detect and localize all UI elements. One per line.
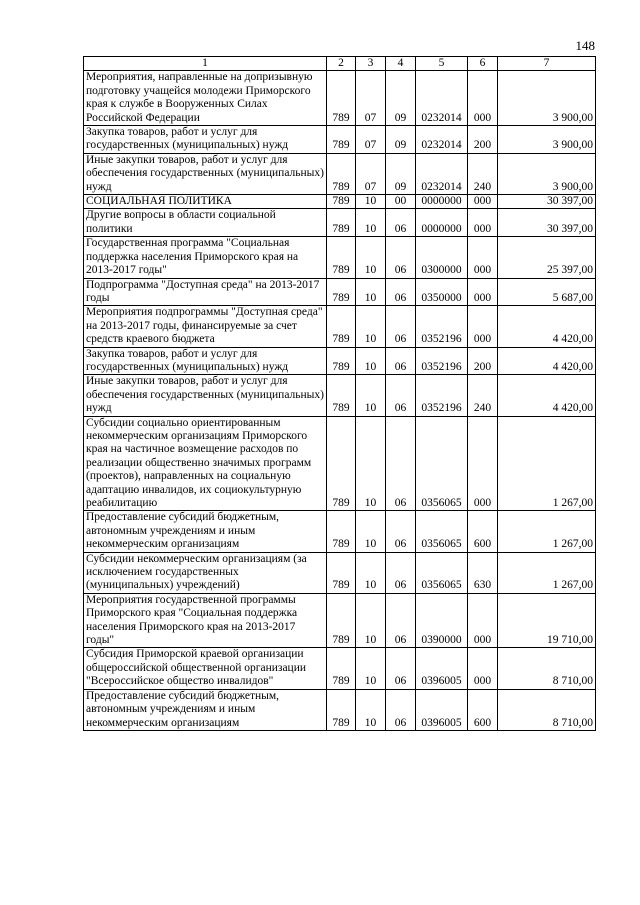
amount-cell: 8 710,00 [498, 648, 596, 689]
code-cell: 09 [386, 153, 416, 194]
row-name-cell: Государственная программа "Социальная поддержка населения Приморского края на 2013-2017 годы" [84, 237, 327, 278]
code-cell: 06 [386, 209, 416, 237]
row-name-cell: Другие вопросы в области социальной политики [84, 209, 327, 237]
code-cell: 10 [356, 306, 386, 347]
row-name-cell: Иные закупки товаров, работ и услуг для обеспечения государственных (муниципальных) нужд [84, 375, 327, 416]
code-cell: 600 [468, 511, 498, 552]
table-row [84, 306, 596, 347]
row-name-cell: Мероприятия подпрограммы "Доступная среда" на 2013-2017 годы, финансируемые за счет средств краевого бюджета [84, 306, 327, 347]
code-cell: 0232014 [416, 126, 468, 154]
code-cell: 0352196 [416, 375, 468, 416]
row-name-cell: Закупка товаров, работ и услуг для государственных (муниципальных) нужд [84, 126, 327, 154]
row-name-cell: Мероприятия, направленные на допризывную подготовку учащейся молодежи Приморского края к службе в Вооруженных Силах Российской Федерации [84, 71, 327, 126]
row-name-cell: Подпрограмма "Доступная среда" на 2013-2017 годы [84, 278, 327, 306]
table-row [84, 209, 596, 237]
code-cell: 06 [386, 375, 416, 416]
code-cell: 0356065 [416, 511, 468, 552]
table-row [84, 278, 596, 306]
code-cell: 0350000 [416, 278, 468, 306]
code-cell: 10 [356, 375, 386, 416]
header-cell: 5 [416, 57, 468, 71]
row-name-cell: Субсидии некоммерческим организациям (за исключением государственных (муниципальных) учреждений) [84, 552, 327, 593]
code-cell: 000 [468, 209, 498, 237]
code-cell: 10 [356, 195, 386, 209]
code-cell: 0356065 [416, 552, 468, 593]
budget-table [83, 56, 596, 731]
code-cell: 789 [327, 593, 356, 648]
row-name-cell: Субсидия Приморской краевой организации общероссийской общественной организации "Всероссийское общество инвалидов" [84, 648, 327, 689]
code-cell: 09 [386, 71, 416, 126]
code-cell: 10 [356, 648, 386, 689]
code-cell: 789 [327, 209, 356, 237]
code-cell: 06 [386, 689, 416, 730]
code-cell: 789 [327, 71, 356, 126]
amount-cell: 30 397,00 [498, 209, 596, 237]
table-row [84, 416, 596, 511]
row-name-cell: Предоставление субсидий бюджетным, автономным учреждениям и иным некоммерческим организациям [84, 689, 327, 730]
code-cell: 000 [468, 306, 498, 347]
table-row [84, 195, 596, 209]
amount-cell: 3 900,00 [498, 71, 596, 126]
row-name-cell: Мероприятия государственной программы Приморского края "Социальная поддержка населения Приморского края на 2013-2017 годы" [84, 593, 327, 648]
code-cell: 600 [468, 689, 498, 730]
code-cell: 10 [356, 237, 386, 278]
amount-cell: 1 267,00 [498, 416, 596, 511]
code-cell: 06 [386, 648, 416, 689]
code-cell: 06 [386, 347, 416, 375]
amount-cell: 4 420,00 [498, 347, 596, 375]
code-cell: 06 [386, 306, 416, 347]
code-cell: 240 [468, 153, 498, 194]
amount-cell: 1 267,00 [498, 511, 596, 552]
header-cell: 3 [356, 57, 386, 71]
code-cell: 10 [356, 593, 386, 648]
code-cell: 000 [468, 648, 498, 689]
header-cell: 7 [498, 57, 596, 71]
code-cell: 07 [356, 153, 386, 194]
table-row [84, 593, 596, 648]
code-cell: 0232014 [416, 71, 468, 126]
row-name-cell: Закупка товаров, работ и услуг для государственных (муниципальных) нужд [84, 347, 327, 375]
code-cell: 10 [356, 347, 386, 375]
code-cell: 789 [327, 237, 356, 278]
table-row [84, 71, 596, 126]
code-cell: 789 [327, 416, 356, 511]
code-cell: 06 [386, 593, 416, 648]
amount-cell: 4 420,00 [498, 375, 596, 416]
code-cell: 10 [356, 689, 386, 730]
code-cell: 000 [468, 195, 498, 209]
code-cell: 789 [327, 347, 356, 375]
code-cell: 000 [468, 593, 498, 648]
header-cell: 4 [386, 57, 416, 71]
amount-cell: 1 267,00 [498, 552, 596, 593]
code-cell: 240 [468, 375, 498, 416]
amount-cell: 25 397,00 [498, 237, 596, 278]
code-cell: 06 [386, 552, 416, 593]
code-cell: 789 [327, 126, 356, 154]
code-cell: 07 [356, 71, 386, 126]
table-row [84, 347, 596, 375]
code-cell: 0396005 [416, 689, 468, 730]
header-cell: 6 [468, 57, 498, 71]
code-cell: 07 [356, 126, 386, 154]
code-cell: 000 [468, 71, 498, 126]
code-cell: 789 [327, 278, 356, 306]
code-cell: 06 [386, 416, 416, 511]
code-cell: 789 [327, 689, 356, 730]
code-cell: 0352196 [416, 306, 468, 347]
code-cell: 0396005 [416, 648, 468, 689]
table-row [84, 153, 596, 194]
code-cell: 06 [386, 278, 416, 306]
code-cell: 10 [356, 416, 386, 511]
code-cell: 06 [386, 511, 416, 552]
header-cell: 2 [327, 57, 356, 71]
code-cell: 0300000 [416, 237, 468, 278]
code-cell: 0352196 [416, 347, 468, 375]
code-cell: 10 [356, 278, 386, 306]
code-cell: 0000000 [416, 209, 468, 237]
amount-cell: 5 687,00 [498, 278, 596, 306]
code-cell: 0390000 [416, 593, 468, 648]
amount-cell: 4 420,00 [498, 306, 596, 347]
code-cell: 200 [468, 347, 498, 375]
code-cell: 789 [327, 648, 356, 689]
table-row [84, 689, 596, 730]
code-cell: 0000000 [416, 195, 468, 209]
code-cell: 789 [327, 195, 356, 209]
table-row [84, 126, 596, 154]
code-cell: 789 [327, 153, 356, 194]
code-cell: 09 [386, 126, 416, 154]
code-cell: 10 [356, 552, 386, 593]
code-cell: 000 [468, 237, 498, 278]
row-name-cell: Иные закупки товаров, работ и услуг для обеспечения государственных (муниципальных) нужд [84, 153, 327, 194]
code-cell: 789 [327, 552, 356, 593]
code-cell: 06 [386, 237, 416, 278]
amount-cell: 3 900,00 [498, 126, 596, 154]
code-cell: 0356065 [416, 416, 468, 511]
code-cell: 200 [468, 126, 498, 154]
code-cell: 000 [468, 416, 498, 511]
code-cell: 789 [327, 306, 356, 347]
amount-cell: 19 710,00 [498, 593, 596, 648]
page-number: 148 [575, 38, 595, 53]
code-cell: 789 [327, 375, 356, 416]
code-cell: 789 [327, 511, 356, 552]
amount-cell: 30 397,00 [498, 195, 596, 209]
table-row [84, 237, 596, 278]
amount-cell: 8 710,00 [498, 689, 596, 730]
code-cell: 630 [468, 552, 498, 593]
table-header-row [84, 57, 596, 71]
table-row [84, 648, 596, 689]
code-cell: 10 [356, 209, 386, 237]
row-name-cell: СОЦИАЛЬНАЯ ПОЛИТИКА [84, 195, 327, 209]
code-cell: 000 [468, 278, 498, 306]
table-row [84, 511, 596, 552]
table-row [84, 552, 596, 593]
code-cell: 10 [356, 511, 386, 552]
amount-cell: 3 900,00 [498, 153, 596, 194]
header-cell: 1 [84, 57, 327, 71]
row-name-cell: Субсидии социально ориентированным некоммерческим организациям Приморского края на частичное возмещение расходов по реализации общественно значимых программ (проектов), направленных на социальную адаптацию инвалидов, их социокультурную реабилитацию [84, 416, 327, 511]
table-row [84, 375, 596, 416]
row-name-cell: Предоставление субсидий бюджетным, автономным учреждениям и иным некоммерческим организациям [84, 511, 327, 552]
code-cell: 0232014 [416, 153, 468, 194]
code-cell: 00 [386, 195, 416, 209]
